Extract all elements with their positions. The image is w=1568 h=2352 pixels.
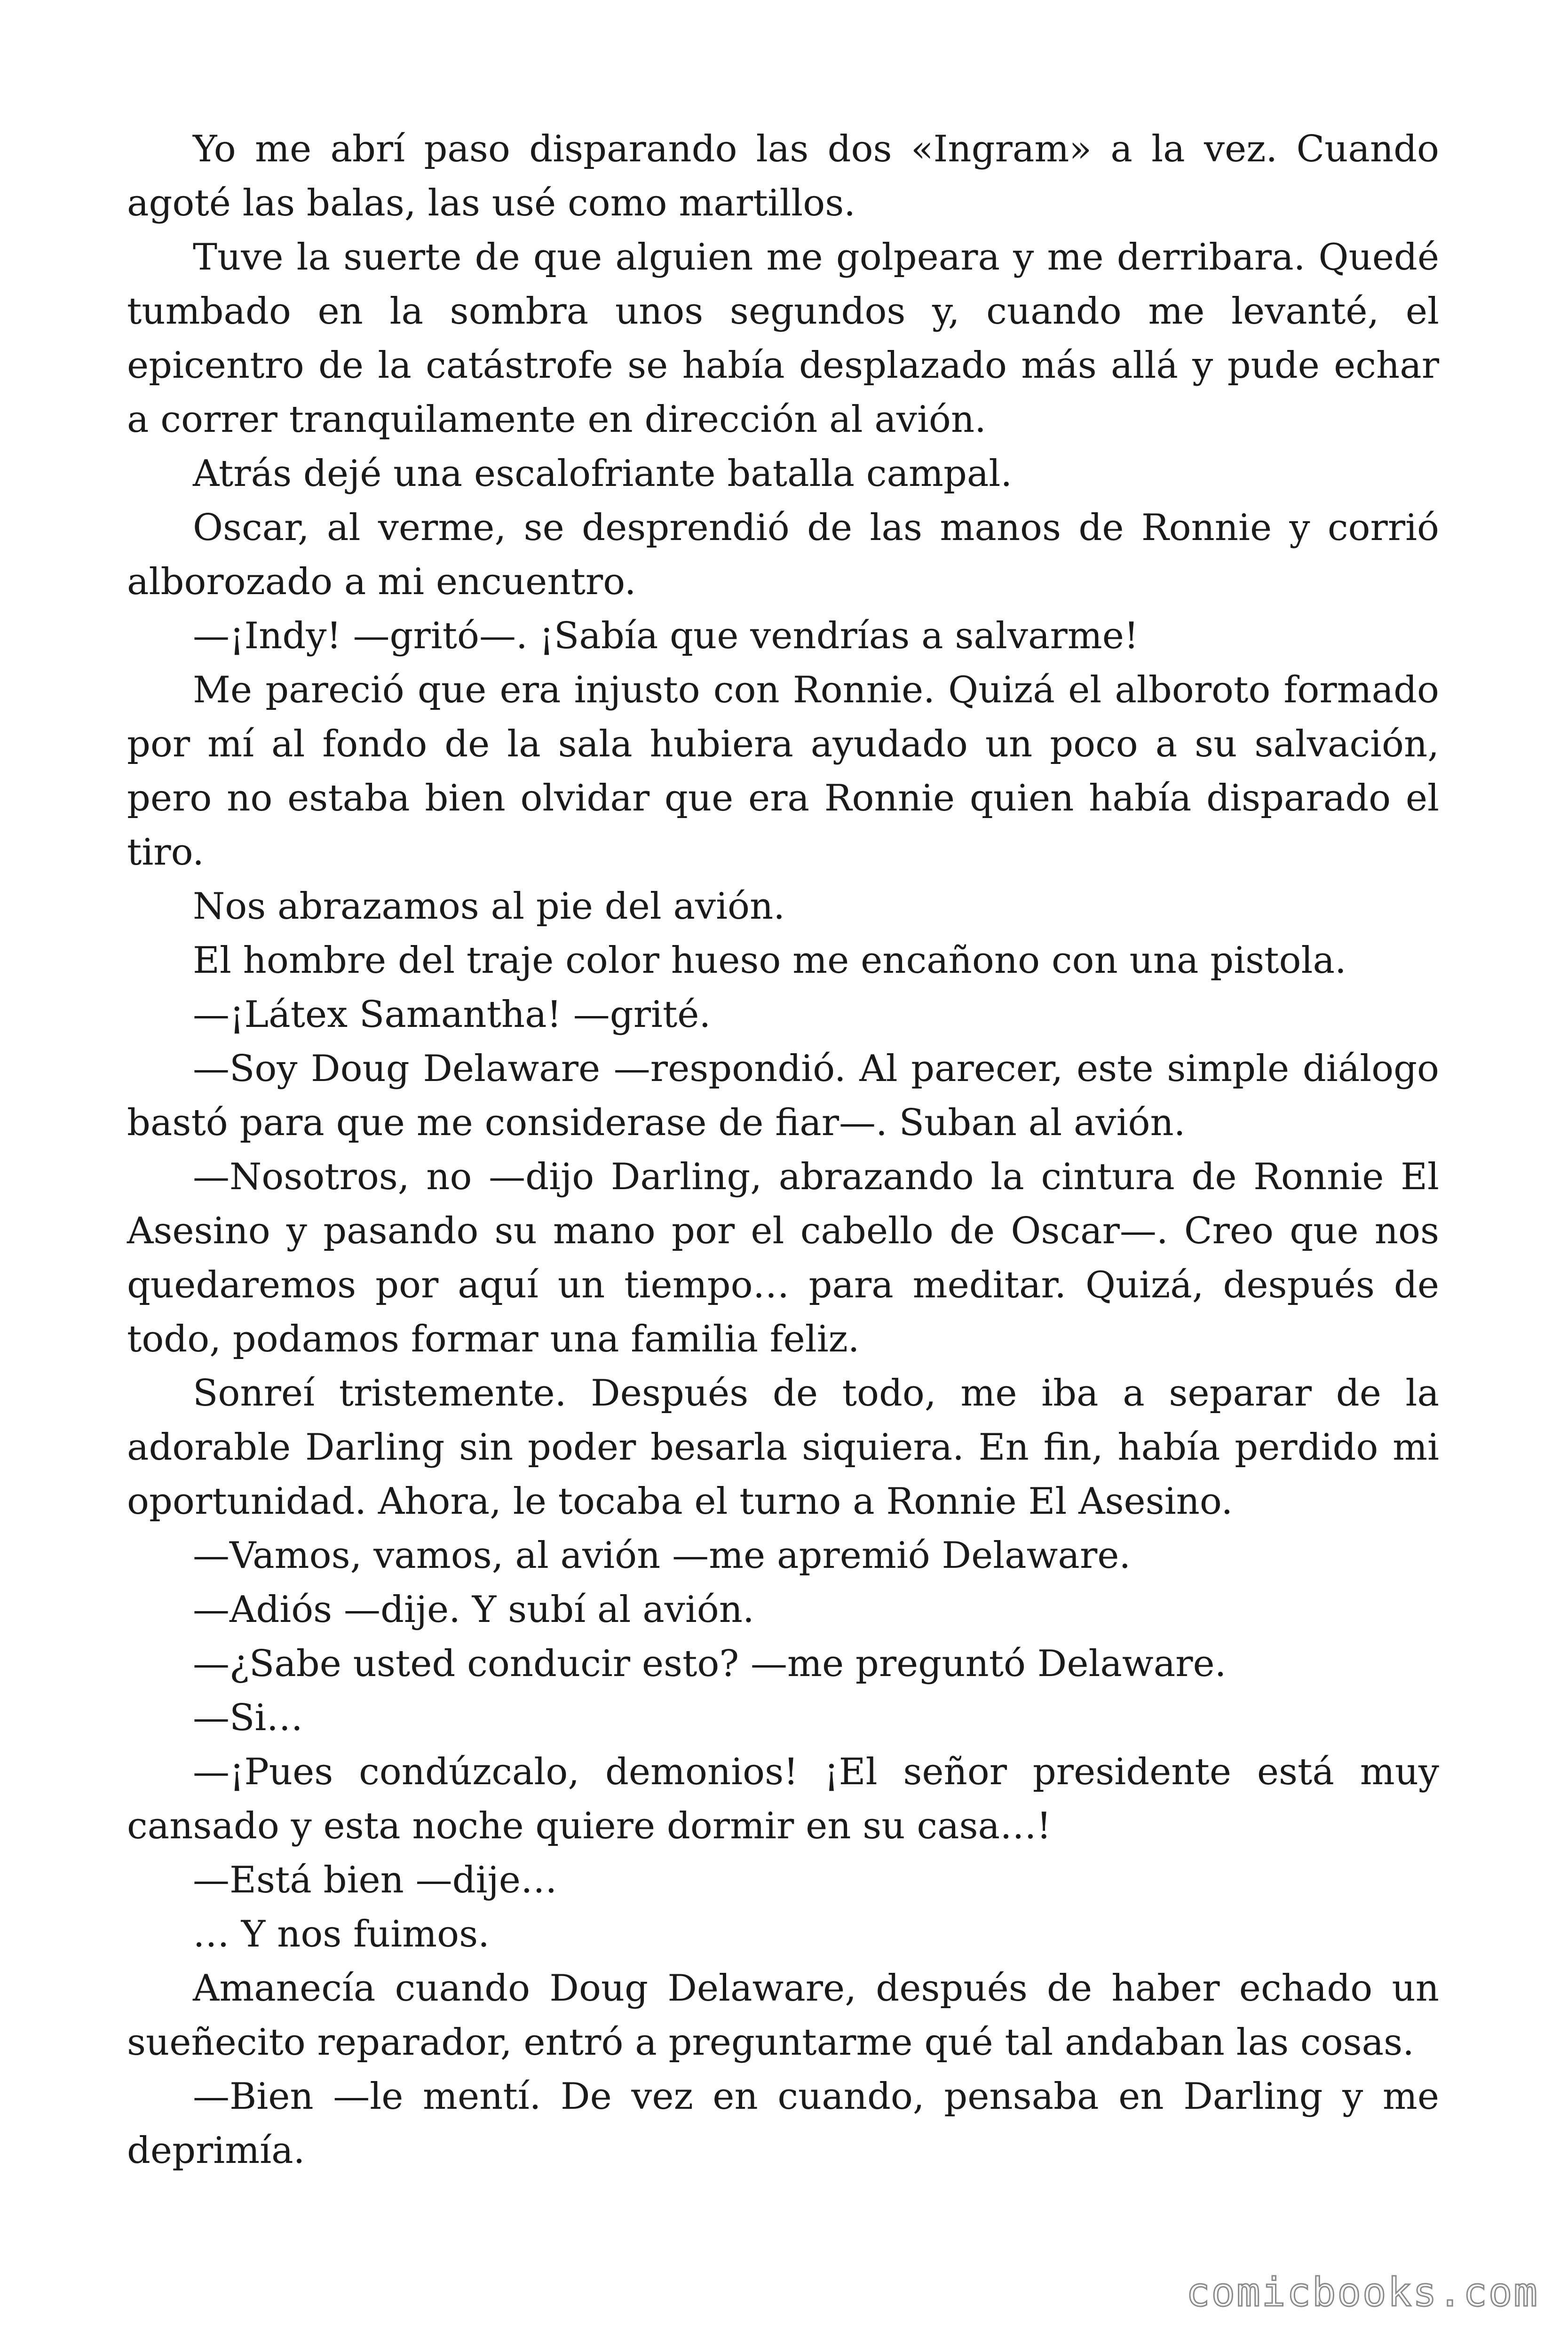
paragraph-1: Yo me abrí paso disparando las dos «Ingram» a la vez. Cuando agoté las balas, las usé como martillos. xyxy=(127,128,1439,224)
paragraph-21: —Bien —le mentí. De vez en cuando, pensaba en Darling y me deprimía. xyxy=(127,2075,1439,2172)
paragraph-18: —Está bien —dije… xyxy=(193,1859,557,1901)
paragraph-14: —Adiós —dije. Y subí al avión. xyxy=(193,1589,754,1631)
paragraph-12: Sonreí tristemente. Después de todo, me iba a separar de la adorable Darling sin poder besarla siquiera. En fin, había perdido mi oportunidad. Ahora, le tocaba el turno a Ronnie El Asesino. xyxy=(127,1372,1439,1523)
paragraph-8: El hombre del traje color hueso me encañono con una pistola. xyxy=(193,939,1346,982)
paragraph-3: Atrás dejé una escalofriante batalla campal. xyxy=(193,453,1013,495)
paragraph-10: —Soy Doug Delaware —respondió. Al parecer, este simple diálogo bastó para que me considerase de fiar—. Suban al avión. xyxy=(127,1048,1439,1144)
paragraph-19: … Y nos fuimos. xyxy=(193,1913,490,1955)
paragraph-16: —Si… xyxy=(193,1697,303,1739)
paragraph-15: —¿Sabe usted conducir esto? —me preguntó Delaware. xyxy=(193,1643,1227,1685)
paragraph-9: —¡Látex Samantha! —grité. xyxy=(193,993,711,1036)
paragraph-20: Amanecía cuando Doug Delaware, después de haber echado un sueñecito reparador, entró a preguntarme qué tal andaban las cosas. xyxy=(127,1967,1439,2064)
book-page-text xyxy=(127,122,1439,2178)
paragraph-13: —Vamos, vamos, al avión —me apremió Delaware. xyxy=(193,1534,1131,1577)
paragraph-6: Me pareció que era injusto con Ronnie. Quizá el alboroto formado por mí al fondo de la sala hubiera ayudado un poco a su salvación, pero no estaba bien olvidar que era Ronnie quien había disparado el tiro. xyxy=(127,669,1439,874)
paragraph-17: —¡Pues condúzcalo, demonios! ¡El señor presidente está muy cansado y esta noche quiere dormir en su casa…! xyxy=(127,1751,1439,1847)
watermark-logo: comicbooks.com xyxy=(1186,2269,1539,2315)
paragraph-7: Nos abrazamos al pie del avión. xyxy=(193,885,785,928)
paragraph-4: Oscar, al verme, se desprendió de las manos de Ronnie y corrió alborozado a mi encuentro. xyxy=(127,507,1439,603)
paragraph-2: Tuve la suerte de que alguien me golpeara y me derribara. Quedé tumbado en la sombra unos segundos y, cuando me levanté, el epicentro de la catástrofe se había desplazado más allá y pude echar a correr tranquilamente en dirección al avión. xyxy=(127,236,1439,441)
paragraph-5: —¡Indy! —gritó—. ¡Sabía que vendrías a salvarme! xyxy=(193,615,1139,657)
paragraph-11: —Nosotros, no —dijo Darling, abrazando la cintura de Ronnie El Asesino y pasando su mano por el cabello de Oscar—. Creo que nos quedaremos por aquí un tiempo… para meditar. Quizá, después de todo, podamos formar una familia feliz. xyxy=(127,1156,1439,1360)
